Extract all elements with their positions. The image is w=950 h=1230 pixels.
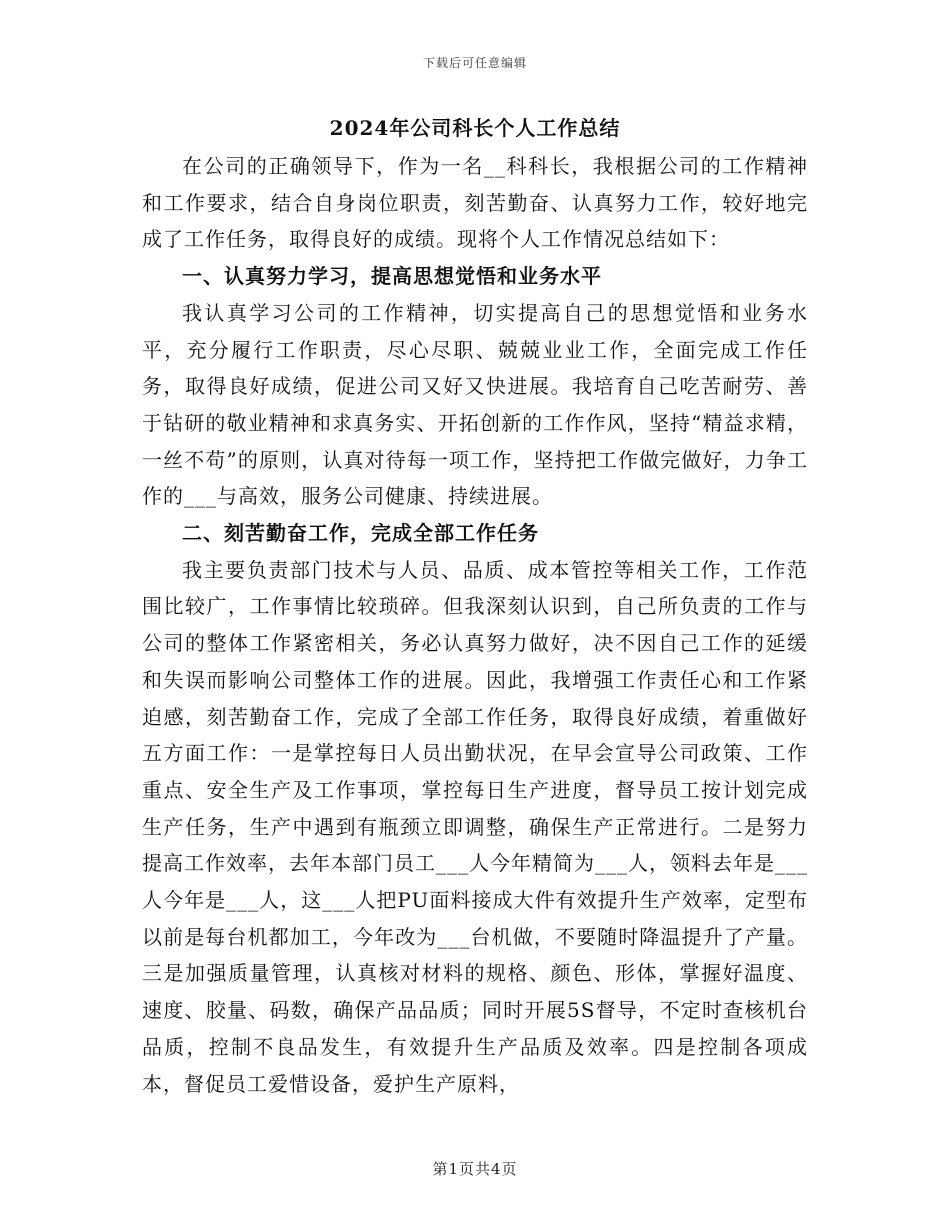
section-1-body: 我认真学习公司的工作精神，切实提高自己的思想觉悟和业务水平，充分履行工作职责，尽心尽职、兢兢业业工作，全面完成工作任务，取得良好成绩，促进公司又好又快进展。我培育自己吃苦耐劳、善于钻研的敬业精神和求真务实、开拓创新的工作作风，坚持“精益求精，一丝不苟”的原则，认真对待每一项工作，坚持把工作做完做好，力争工作的___与高效，服务公司健康、持续进展。 bbox=[142, 300, 808, 509]
section-2-heading: 二、刻苦勤奋工作，完成全部工作任务 bbox=[182, 521, 539, 546]
section-2-body: 我主要负责部门技术与人员、品质、成本管控等相关工作，工作范围比较广，工作事情比较琐碎。但我深刻认识到，自己所负责的工作与公司的整体工作紧密相关，务必认真努力做好，决不因自己工作的延缓和失误而影响公司整体工作的进展。因此，我增强工作责任心和工作紧迫感，刻苦勤奋工作，完成了全部工作任务，取得良好成绩，着重做好五方面工作：一是掌控每日人员出勤状况，在早会宣导公司政策、工作重点、安全生产及工作事项，掌控每日生产进度，督导员工按计划完成生产任务，生产中遇到有瓶颈立即调整，确保生产正常进行。二是努力提高工作效率，去年本部门员工___人今年精简为___人，领料去年是___人今年是___人，这___人把PU面料接成大件有效提升生产效率，定型布以前是每台机都加工，今年改为___台机做，不要随时降温提升了产量。三是加强质量管理，认真核对材料的规格、颜色、形体，掌握好温度、速度、胶量、码数，确保产品品质；同时开展5S督导，不定时查核机台品质，控制不良品发生，有效提升生产品质及效率。四是控制各项成本，督促员工爱惜设备，爱护生产原料， bbox=[142, 557, 808, 1096]
section-1-heading: 一、认真努力学习，提高思想觉悟和业务水平 bbox=[182, 264, 602, 289]
intro-paragraph: 在公司的正确领导下，作为一名__科科长，我根据公司的工作精神和工作要求，结合自身岗位职责，刻苦勤奋、认真努力工作，较好地完成了工作任务，取得良好的成绩。现将个人工作情况总结如下： bbox=[142, 154, 808, 252]
document-content bbox=[142, 112, 808, 1102]
page-number: 第1页共4页 bbox=[432, 1160, 518, 1178]
header-note: 下载后可任意编辑 bbox=[422, 56, 527, 70]
document-title: 2024年公司科长个人工作总结 bbox=[329, 116, 621, 140]
